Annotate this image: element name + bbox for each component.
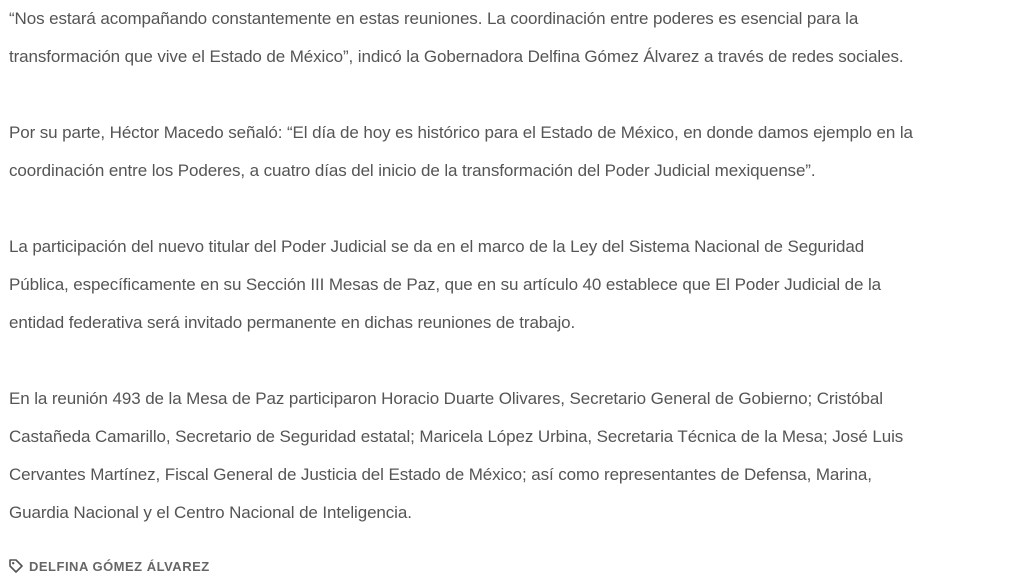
paragraph-line: Guardia Nacional y el Centro Nacional de Inteligencia. xyxy=(9,503,412,522)
tag-link[interactable] xyxy=(9,556,210,576)
paragraph-line: Cervantes Martínez, Fiscal General de Justicia del Estado de México; así como representantes de Defensa, Marina, xyxy=(9,465,872,484)
paragraph-line: En la reunión 493 de la Mesa de Paz participaron Horacio Duarte Olivares, Secretario General de Gobierno; Cristóbal xyxy=(9,389,883,408)
article-paragraph xyxy=(9,380,1014,532)
paragraph-line: transformación que vive el Estado de México”, indicó la Gobernadora Delfina Gómez Álvarez a través de redes sociales. xyxy=(9,47,904,66)
paragraph-line: coordinación entre los Poderes, a cuatro días del inicio de la transformación del Poder Judicial mexiquense”. xyxy=(9,161,816,180)
tag-label[interactable]: DELFINA GÓMEZ ÁLVAREZ xyxy=(29,558,210,574)
paragraph-line: Por su parte, Héctor Macedo señaló: “El día de hoy es histórico para el Estado de México, en donde damos ejemplo en la xyxy=(9,123,913,142)
article-paragraph xyxy=(9,0,1014,76)
paragraph-line: Castañeda Camarillo, Secretario de Seguridad estatal; Maricela López Urbina, Secretaria Técnica de la Mesa; José Luis xyxy=(9,427,904,446)
paragraph-line: La participación del nuevo titular del Poder Judicial se da en el marco de la Ley del Sistema Nacional de Seguridad xyxy=(9,237,865,256)
article-paragraph xyxy=(9,114,1014,190)
tag-icon xyxy=(9,559,23,573)
article-paragraph xyxy=(9,228,1014,342)
paragraph-line: entidad federativa será invitado permanente en dichas reuniones de trabajo. xyxy=(9,313,576,332)
paragraph-line: Pública, específicamente en su Sección III Mesas de Paz, que en su artículo 40 establece que El Poder Judicial de la xyxy=(9,275,881,294)
article-body xyxy=(9,0,1014,570)
paragraph-line: “Nos estará acompañando constantemente en estas reuniones. La coordinación entre poderes es esencial para la xyxy=(9,9,859,28)
